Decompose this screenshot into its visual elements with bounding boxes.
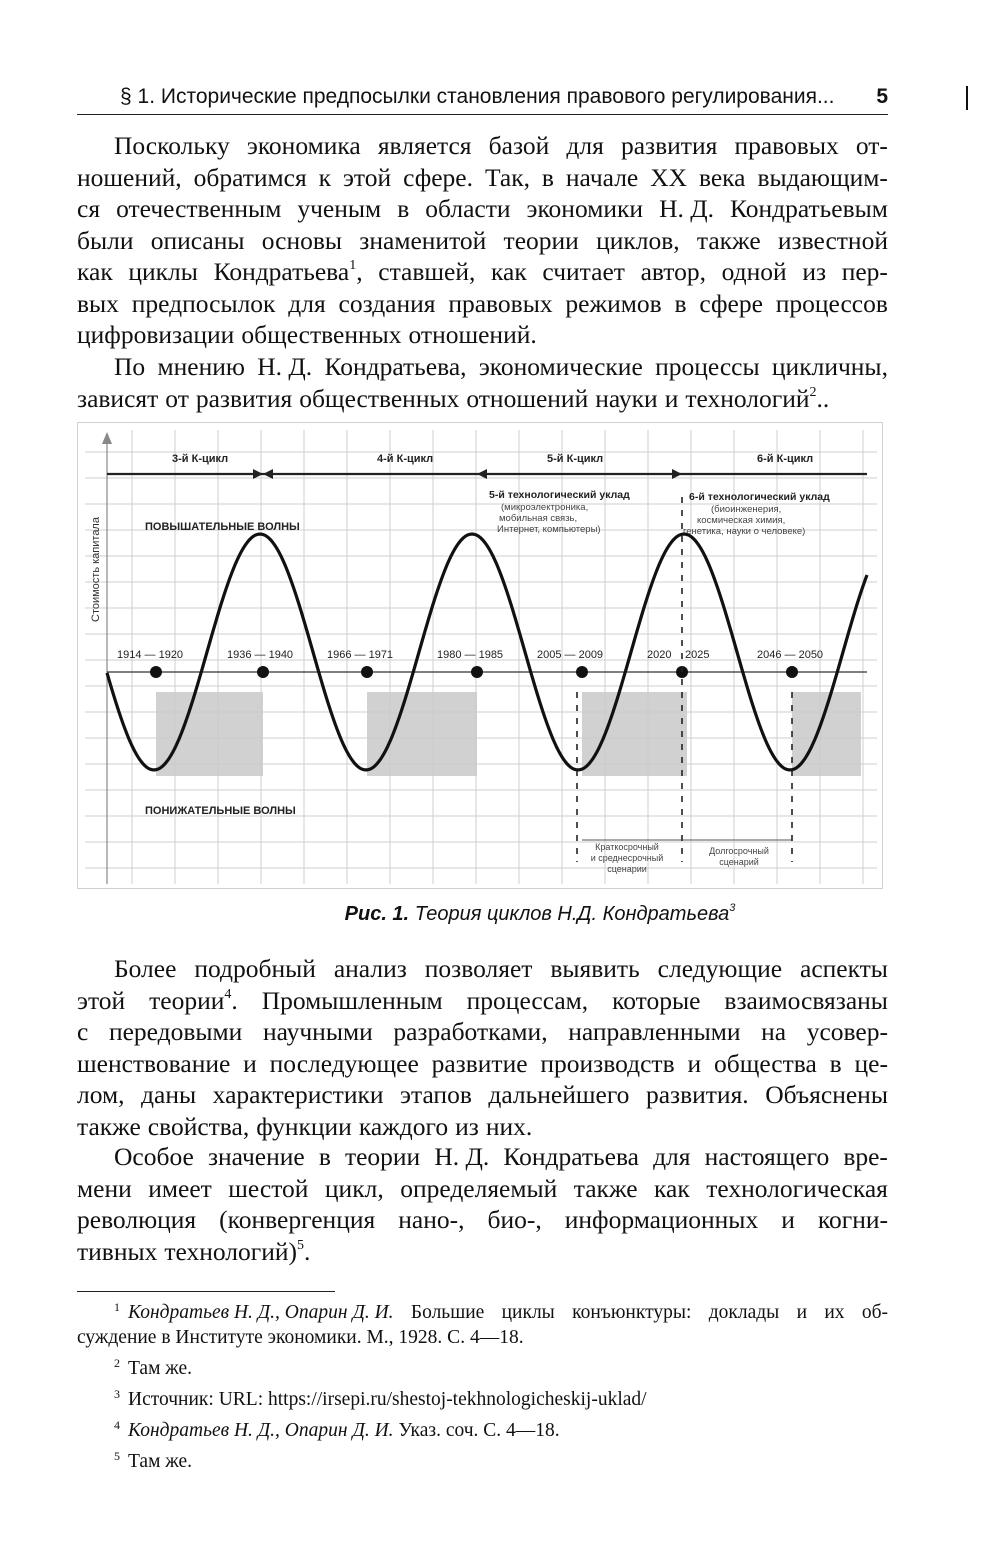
word: Объяснены <box>765 1080 888 1109</box>
word: ученым <box>297 194 382 223</box>
falling-wave-shade <box>156 692 263 776</box>
text-line <box>77 130 888 162</box>
text-line <box>77 1111 888 1143</box>
text-line <box>77 953 888 985</box>
word: взаимосвязаны <box>724 985 888 1015</box>
word: информационных <box>564 1205 759 1234</box>
word: вых <box>77 288 119 318</box>
word: также <box>696 225 761 255</box>
word: также <box>573 1173 638 1203</box>
word: для <box>288 288 326 318</box>
text-line <box>77 319 888 351</box>
tech5-line: Интернет, компьютеры) <box>497 524 601 535</box>
word: к <box>318 162 332 192</box>
falling-wave-shade <box>367 692 477 776</box>
word: последующее <box>269 1048 419 1078</box>
cycle-label: 3-й К-цикл <box>172 453 229 465</box>
word: и <box>781 1205 795 1234</box>
word: как <box>491 257 527 286</box>
word: разработками, <box>393 1017 548 1046</box>
tech5-title: 5-й технологический уклад <box>489 489 630 501</box>
word: базой <box>488 131 550 160</box>
footnote-line: Источник: URL: https://irsepi.ru/shestoj-tekhnologicheskij-uklad/ <box>128 1389 647 1410</box>
word: области <box>425 194 511 223</box>
y-axis-label: Стоимость капитала <box>90 517 102 622</box>
year-label: 1966 — 1971 <box>327 649 394 661</box>
text-line <box>77 1079 888 1111</box>
word: которые <box>612 985 701 1015</box>
word: от- <box>855 131 888 160</box>
word: технологий)$^5$. <box>164 1236 311 1266</box>
word: сфере. <box>403 162 473 192</box>
word: отечественным <box>116 194 282 223</box>
cycle-label: 5-й К-цикл <box>547 453 604 465</box>
word: теории <box>344 1142 421 1171</box>
paragraph-1 <box>77 130 888 351</box>
word: функции <box>256 1111 352 1141</box>
footnote-line: Кондратьев Н. Д., Опарин Д. И. Указ. соч. С. 4—18. <box>128 1420 560 1441</box>
footnote-author: Кондратьев Н. Д., Опарин Д. И. <box>128 1302 394 1323</box>
running-head-title: § 1. Исторические предпосылки становления правового регулирования... <box>120 85 835 108</box>
scenario-short: сценарии <box>607 864 647 874</box>
caption-note: 3 <box>729 902 736 914</box>
text-line <box>77 1016 888 1048</box>
footnote-line: Там же. <box>128 1451 193 1472</box>
word: экономические <box>478 352 643 381</box>
footnote-line: Кондратьев Н. Д., Опарин Д. И. Большие циклы конъюнктуры: доклады и их об- <box>128 1302 888 1323</box>
word: характеристики <box>212 1080 384 1109</box>
footnote-mark: 2 <box>114 1356 120 1370</box>
word: знаменитой <box>359 225 487 255</box>
word: цикличны, <box>771 352 888 381</box>
word: даны <box>141 1080 197 1109</box>
word: обратимся <box>193 162 307 192</box>
word: сфере <box>699 288 763 318</box>
word: были <box>77 225 134 255</box>
word: развития <box>195 383 293 413</box>
word: мнению <box>157 352 245 381</box>
word: циклы <box>128 257 198 286</box>
word: автор, <box>640 257 706 286</box>
word: для <box>653 1142 691 1171</box>
tech5-line: мобильная связь, <box>499 513 578 524</box>
word: шенствование <box>77 1048 231 1078</box>
footnote-rule <box>77 1291 335 1292</box>
word: аспекты <box>800 954 888 983</box>
word: био-, <box>487 1205 542 1234</box>
word: развития. <box>645 1080 749 1109</box>
word: циклов, <box>596 225 680 255</box>
text-line <box>77 225 888 257</box>
scenario-long: Долгосрочный <box>709 846 769 856</box>
word: цикл, <box>324 1173 384 1203</box>
word: определяемый <box>400 1173 558 1203</box>
word: производств <box>540 1048 675 1078</box>
word: общественных <box>299 383 460 413</box>
footnote-author: Кондратьев Н. Д., Опарин Д. И. <box>128 1420 394 1441</box>
word: значение <box>207 1142 305 1171</box>
word: имеет <box>148 1173 212 1203</box>
word: подробный <box>194 954 316 983</box>
word: нано-, <box>398 1205 465 1234</box>
word: ставшей, <box>378 257 476 286</box>
text-line <box>77 1236 888 1268</box>
word: Особое <box>114 1142 194 1171</box>
text-line <box>77 288 888 320</box>
footnote-mark: 4 <box>114 1418 120 1432</box>
word: в <box>674 288 687 318</box>
word: теории$^4$. <box>149 985 238 1015</box>
word: Поскольку <box>114 131 230 160</box>
word: режимов <box>565 288 662 318</box>
word: следующие <box>657 954 783 983</box>
word: и <box>687 1048 702 1078</box>
year-label: 1936 — 1940 <box>227 649 294 661</box>
scenario-short: Краткосрочный <box>595 842 659 852</box>
caption-text: Теория циклов Н.Д. Кондратьева <box>414 903 730 925</box>
word: также <box>77 1111 141 1141</box>
running-head <box>120 82 888 112</box>
word: пер- <box>841 257 888 286</box>
word: развития <box>620 131 718 160</box>
text-line <box>77 162 888 194</box>
text-line <box>77 1048 888 1080</box>
tech6-title: 6-й технологический уклад <box>689 491 830 503</box>
year-label: 2005 — 2009 <box>537 649 604 661</box>
word: из <box>802 257 827 286</box>
word: шестой <box>228 1173 309 1203</box>
word: от <box>165 383 189 413</box>
word: общества <box>713 1048 817 1078</box>
footnote-line: Там же. <box>128 1358 193 1379</box>
tech5-line: (микроэлектроника, <box>501 502 589 513</box>
word: Так, <box>484 162 530 192</box>
word: этапов <box>400 1080 472 1109</box>
word: зависят <box>77 383 159 413</box>
word: предпосылок <box>131 288 276 318</box>
word: технологическая <box>706 1173 888 1203</box>
word: в <box>541 162 554 192</box>
text-line <box>77 351 888 383</box>
year-label: 1914 — 1920 <box>117 649 184 661</box>
word: выдающим- <box>757 162 888 192</box>
footnote-line: суждение в Институте экономики. М., 1928. С. 4—18. <box>77 1327 524 1348</box>
scenario-long: сценарий <box>719 857 759 867</box>
period-dot <box>576 666 588 678</box>
word: и <box>243 1048 257 1078</box>
word: как <box>654 1173 690 1203</box>
word: правовых <box>734 131 839 160</box>
word: правовых <box>448 288 553 318</box>
word: ся <box>77 194 101 223</box>
kondratiev-chart <box>77 422 883 889</box>
footnotes <box>77 1300 888 1480</box>
page-number: 5 <box>876 85 888 108</box>
word: позволяет <box>424 954 533 983</box>
word: усовер- <box>806 1017 888 1046</box>
word: каждого <box>358 1111 449 1141</box>
word: процессы <box>655 352 760 381</box>
word: этой <box>77 985 126 1015</box>
caption-label: Рис. 1. <box>344 903 410 925</box>
word: науки <box>595 383 658 413</box>
word: революция <box>77 1205 197 1234</box>
word: для <box>566 131 604 160</box>
falling-waves-label: ПОНИЖАТЕЛЬНЫЕ ВОЛНЫ <box>145 805 296 817</box>
word: с <box>77 1017 89 1046</box>
falling-wave-shade <box>582 692 687 776</box>
word: века <box>698 162 746 192</box>
word: Н. Д. <box>257 352 313 381</box>
footnote-1 <box>77 1300 888 1350</box>
word: Н. Д. <box>659 194 714 223</box>
tech6-line: космическая химия, <box>697 515 786 526</box>
word: описаны <box>150 225 245 255</box>
word: теории <box>503 225 579 255</box>
word: процессов <box>775 288 888 318</box>
word: настоящего <box>704 1142 830 1171</box>
word: в <box>318 1142 331 1171</box>
word: направленными <box>568 1017 741 1046</box>
text-line <box>77 383 888 415</box>
word: в <box>397 194 410 223</box>
text-line <box>77 193 888 225</box>
footnote-2 <box>77 1356 888 1381</box>
year-label: 2025 <box>685 649 710 661</box>
footnote-3 <box>77 1387 888 1412</box>
word: вре- <box>843 1142 888 1171</box>
tech6-line: генетика, науки о человеке) <box>683 526 806 537</box>
word: Кондратьева <box>503 1142 639 1171</box>
text-line <box>77 1141 888 1173</box>
year-label: 2020 <box>647 649 672 661</box>
word: них. <box>485 1111 533 1141</box>
period-dot <box>150 666 162 678</box>
word: свойства, <box>147 1111 250 1141</box>
paragraph-2 <box>77 351 888 414</box>
word: когни- <box>817 1205 888 1234</box>
footnote-5 <box>77 1449 888 1474</box>
kondratiev-figure <box>77 422 883 889</box>
word: технологий$^2$.. <box>685 383 830 413</box>
word: из <box>455 1111 479 1141</box>
period-dot <box>471 666 483 678</box>
word: экономики <box>526 194 644 223</box>
word: начале <box>565 162 639 192</box>
word: XX <box>650 162 688 192</box>
paragraph-4 <box>77 1141 888 1267</box>
word: в <box>829 1048 842 1078</box>
cycle-label: 6-й К-цикл <box>757 453 814 465</box>
word: лом, <box>77 1080 125 1109</box>
word: (конвергенция <box>219 1205 376 1234</box>
word: является <box>377 131 472 160</box>
word: научными <box>262 1017 373 1046</box>
footnote-mark: 5 <box>114 1449 120 1463</box>
word: отношений. <box>408 320 537 349</box>
text-line <box>77 256 888 288</box>
header-rule <box>77 114 888 115</box>
word: этой <box>342 162 392 192</box>
word: Промышленным <box>261 985 443 1015</box>
word: це- <box>854 1048 888 1078</box>
text-line <box>77 1173 888 1205</box>
word: мени <box>77 1173 132 1203</box>
paragraph-3 <box>77 953 888 1142</box>
word: считает <box>542 257 625 286</box>
word: Кондратьева$^1$, <box>213 257 363 286</box>
word: создания <box>338 288 436 318</box>
word: ношений, <box>77 162 182 192</box>
rising-waves-label: ПОВЫШАТЕЛЬНЫЕ ВОЛНЫ <box>145 521 300 533</box>
period-dot <box>361 666 373 678</box>
word: общественных <box>241 320 402 349</box>
year-label: 1980 — 1985 <box>437 649 504 661</box>
word: анализ <box>333 954 407 983</box>
year-label: 2046 — 2050 <box>757 649 824 661</box>
word: По <box>114 352 146 381</box>
word: основы <box>261 225 343 255</box>
word: экономика <box>246 131 361 160</box>
word: одной <box>721 257 787 286</box>
word: известной <box>777 225 888 255</box>
word: выявить <box>550 954 640 983</box>
word: дальнейшего <box>488 1080 630 1109</box>
word: и <box>664 383 679 413</box>
word: Более <box>114 954 177 983</box>
word: тивных <box>77 1236 158 1266</box>
scenario-short: и среднесрочный <box>590 853 664 863</box>
text-line <box>77 985 888 1017</box>
word: развитие <box>431 1048 528 1078</box>
word: отношений <box>466 383 589 413</box>
tech6-line: (биоинженерия, <box>711 504 782 515</box>
word: цифровизации <box>77 320 235 349</box>
figure-caption <box>0 899 1000 929</box>
word: как <box>77 257 113 286</box>
period-dot <box>257 666 269 678</box>
period-dot <box>786 666 798 678</box>
footnote-4 <box>77 1418 888 1443</box>
word: процессам, <box>466 985 589 1015</box>
text-line <box>77 1204 888 1236</box>
word: Кондратьевым <box>730 194 888 223</box>
word: Н. Д. <box>434 1142 490 1171</box>
running-head-divider <box>966 86 968 110</box>
word: Кондратьева, <box>324 352 467 381</box>
footnote-mark: 1 <box>114 1300 120 1314</box>
word: передовыми <box>108 1017 243 1046</box>
cycle-label: 4-й К-цикл <box>377 453 434 465</box>
footnote-mark: 3 <box>114 1387 120 1401</box>
word: на <box>761 1017 787 1046</box>
